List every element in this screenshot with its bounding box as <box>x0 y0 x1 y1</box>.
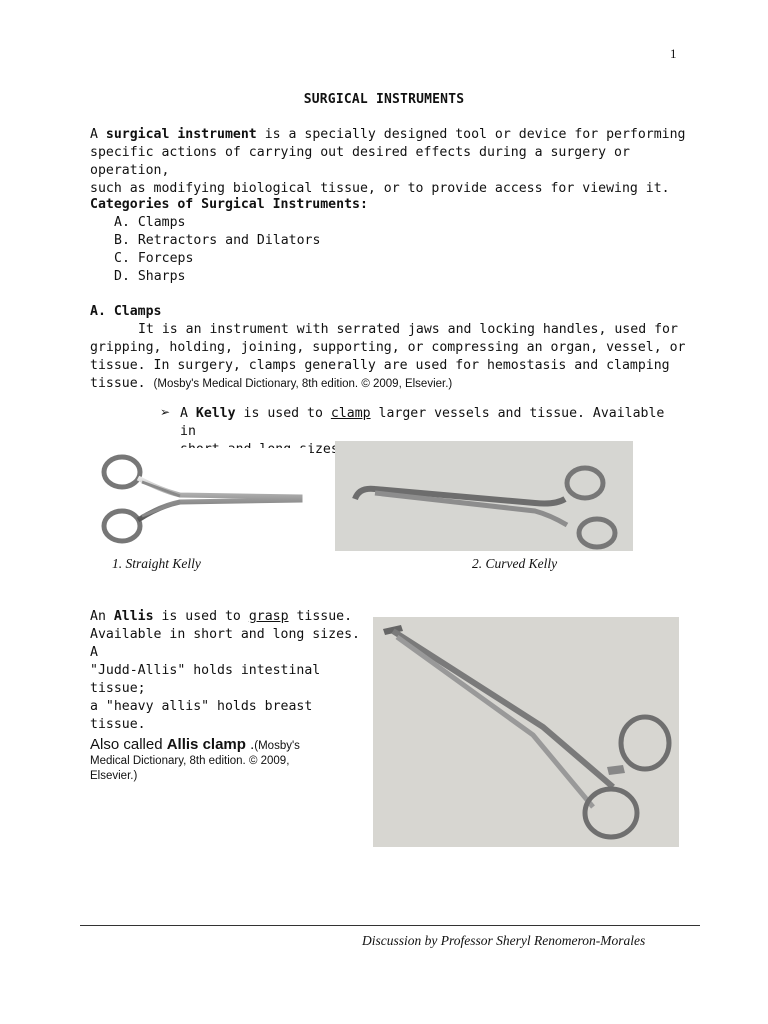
categories-heading: Categories of Surgical Instruments: <box>90 197 368 212</box>
intro-line1: is a specially designed tool or device for performing <box>256 127 686 142</box>
category-item: A. Clamps <box>114 215 186 230</box>
kelly-name: Kelly <box>195 406 236 421</box>
allis-line3: "Judd-Allis" holds intestinal tissue; <box>90 663 321 696</box>
curved-kelly-image <box>335 441 633 551</box>
categories-list <box>114 214 320 286</box>
caption-straight-kelly: 1. Straight Kelly <box>112 556 201 571</box>
clamps-line1: It is an instrument with serrated jaws and locking handles, used for <box>138 322 678 337</box>
category-item: B. Retractors and Dilators <box>114 233 321 248</box>
allis-name: Allis <box>113 609 154 624</box>
caption-curved-kelly: 2. Curved Kelly <box>472 556 558 571</box>
clamps-line4: tissue. <box>90 376 154 391</box>
footer-text: Discussion by Professor Sheryl Renomeron-Morales <box>362 933 646 948</box>
page-number: 1 <box>670 46 677 61</box>
allis-line4: a "heavy allis" holds breast tissue. <box>90 699 313 732</box>
allis-clamp-image <box>373 617 679 847</box>
kelly-prefix: A <box>180 406 196 421</box>
footer-divider <box>80 925 700 926</box>
clamps-line3: tissue. In surgery, clamps generally are used for hemostasis and clamping <box>90 358 670 373</box>
intro-paragraph <box>90 126 690 198</box>
allis-line2: Available in short and long sizes. A <box>90 627 360 660</box>
intro-prefix: A <box>90 127 106 142</box>
kelly-rest: larger vessels and tissue. Available in <box>180 406 665 439</box>
allis-also-suffix: . <box>245 736 255 753</box>
allis-mid: is used to <box>153 609 249 624</box>
intro-term: surgical instrument <box>105 127 257 142</box>
allis-citation-l1: (Mosby's <box>254 740 300 752</box>
category-item: C. Forceps <box>114 251 194 266</box>
allis-citation-l3: Elsevier.) <box>90 770 138 782</box>
clamps-citation: (Mosby's Medical Dictionary, 8th edition. © 2009, Elsevier.) <box>153 378 453 390</box>
arrow-bullet-icon: ➢ <box>160 405 171 419</box>
allis-also-prefix: Also called <box>90 736 167 753</box>
clamps-definition <box>90 321 690 393</box>
allis-description <box>90 608 370 784</box>
straight-kelly-image <box>90 448 310 548</box>
page-title: SURGICAL INSTRUMENTS <box>303 92 465 107</box>
allis-citation-l2: Medical Dictionary, 8th edition. © 2009, <box>90 755 290 767</box>
intro-line3: such as modifying biological tissue, or to provide access for viewing it. <box>90 181 670 196</box>
allis-rest: tissue. <box>288 609 353 624</box>
intro-line2: specific actions of carrying out desired effects during a surgery or operation, <box>90 145 630 178</box>
category-item: D. Sharps <box>114 269 186 284</box>
allis-prefix: An <box>90 609 114 624</box>
kelly-mid: is used to <box>235 406 331 421</box>
clamps-line2: gripping, holding, joining, supporting, or compressing an organ, vessel, or <box>90 340 686 355</box>
kelly-line2: sizes. <box>299 442 347 457</box>
allis-verb: grasp <box>248 609 289 624</box>
clamps-heading: A. Clamps <box>90 304 162 319</box>
kelly-verb: clamp <box>330 406 371 421</box>
allis-also-name: Allis clamp <box>166 736 246 753</box>
